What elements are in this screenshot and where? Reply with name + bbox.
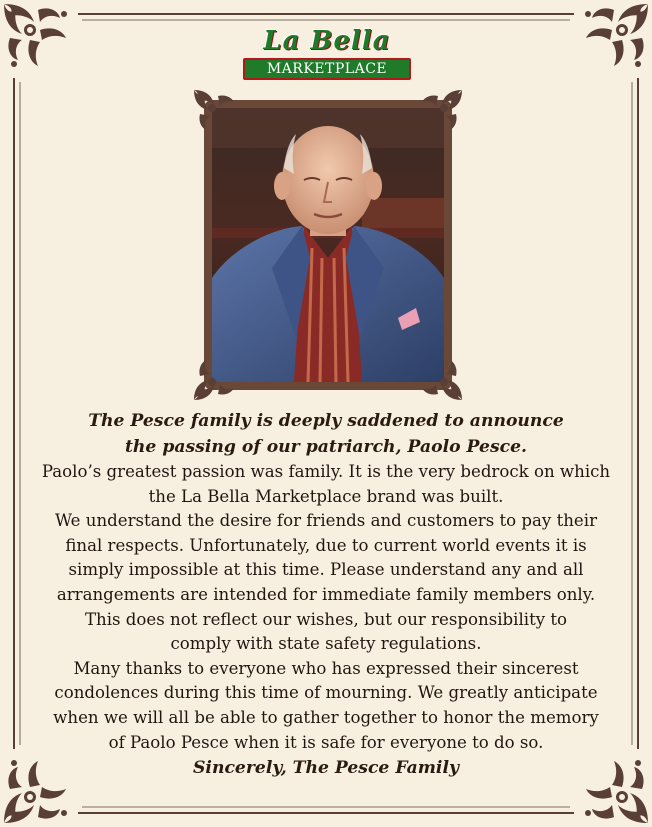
body-line: This does not reflect our wishes, but our responsibility to — [84, 609, 568, 629]
corner-ornament-icon — [574, 0, 652, 78]
frame-ornament-icon — [418, 356, 464, 402]
headline-line-1: The Pesce family is deeply saddened to announce — [88, 411, 564, 431]
body-line: the La Bella Marketplace brand was built. — [148, 486, 504, 506]
portrait-illustration — [212, 108, 444, 382]
corner-ornament-icon — [0, 0, 78, 78]
announcement-text — [30, 408, 622, 781]
body-line: comply with state safety regulations. — [170, 634, 482, 654]
la-bella-logo — [242, 22, 412, 88]
headline-line-2: the passing of our patriarch, Paolo Pesce. — [124, 437, 528, 457]
logo-marketplace-text: MARKETPLACE — [243, 58, 411, 80]
body-line: simply impossible at this time. Please understand any and all — [68, 560, 584, 580]
body-line: Many thanks to everyone who has expressed their sincerest — [73, 658, 579, 678]
body-line: Paolo’s greatest passion was family. It is the very bedrock on which — [41, 462, 611, 481]
frame-ornament-icon — [192, 356, 238, 402]
body-line: when we will all be able to gather together to honor the memory — [53, 707, 599, 727]
portrait-photo — [212, 108, 444, 382]
body-line: final respects. Unfortunately, due to current world events it is — [65, 535, 587, 555]
portrait-frame — [204, 100, 452, 390]
body-line: arrangements are intended for immediate family members only. — [56, 584, 596, 604]
signoff: Sincerely, The Pesce Family — [193, 758, 459, 779]
body-line: condolences during this time of mourning. We greatly anticipate — [54, 683, 598, 703]
frame-ornament-icon — [418, 88, 464, 134]
body-line: We understand the desire for friends and customers to pay their — [54, 511, 597, 531]
frame-ornament-icon — [192, 88, 238, 134]
body-line: of Paolo Pesce when it is safe for everyone to do so. — [108, 732, 544, 752]
logo-script-text: La Bella — [263, 26, 391, 56]
